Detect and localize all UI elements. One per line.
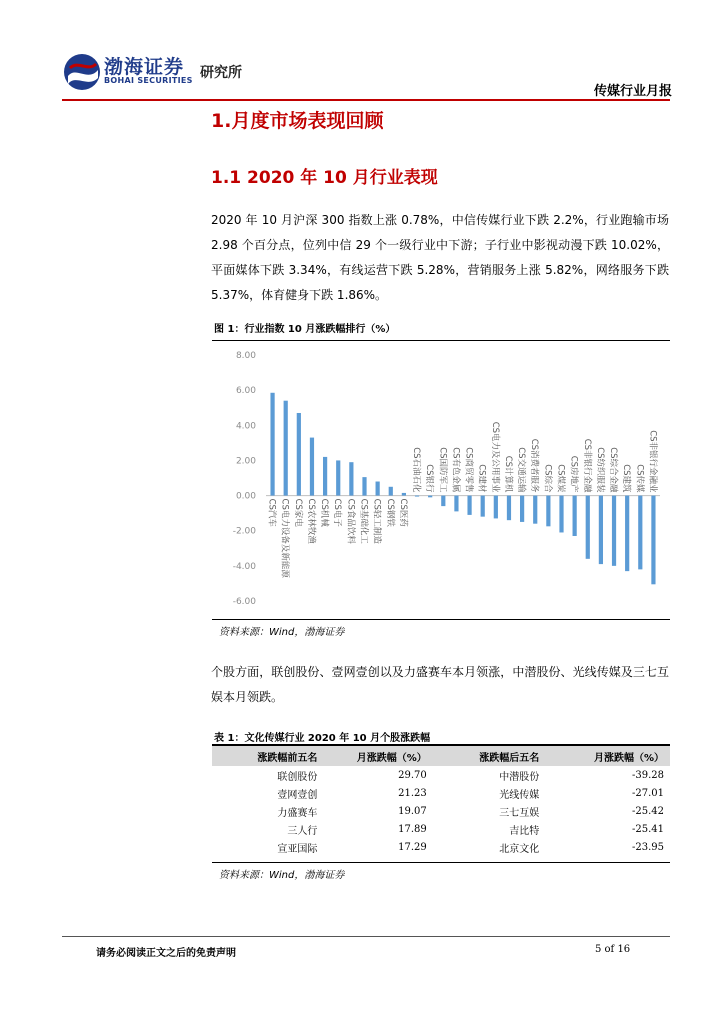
category-label: CS传媒 — [634, 464, 645, 493]
bar-CS医药 — [402, 493, 406, 496]
loser-change: -39.28 — [631, 769, 664, 781]
figure-caption: 图 1：行业指数 10 月涨跌幅排行（%） — [214, 324, 396, 335]
bar-CS商贸零售 — [467, 496, 471, 515]
bar-CS消费者服务 — [533, 496, 537, 524]
category-label: CS汽车 — [266, 498, 277, 527]
table-source: 资料来源：Wind，渤海证券 — [219, 870, 345, 881]
table-row — [212, 838, 670, 856]
bar-CS钢铁 — [389, 487, 393, 496]
bar-CS传媒 — [638, 496, 642, 570]
gainer-name: 三人行 — [287, 825, 318, 837]
category-label: CS煤炭 — [555, 464, 566, 493]
category-label: CS房地产 — [568, 455, 579, 493]
header-top-five: 涨跌幅前五名 — [212, 746, 323, 766]
category-label: CS交通运输 — [516, 447, 527, 493]
category-label: CS石油石化 — [411, 447, 422, 493]
loser-change: -27.01 — [631, 787, 664, 799]
bar-CS石油石化 — [415, 496, 419, 497]
gainer-change: 21.23 — [398, 787, 427, 799]
category-label: CS电力设备及新能源 — [279, 498, 290, 578]
category-label: CS医药 — [397, 498, 408, 527]
bar-CS有色金属 — [454, 496, 458, 512]
y-tick-label: 0.00 — [235, 491, 256, 502]
bohai-logo-icon — [62, 52, 102, 92]
bar-CS计算机 — [507, 496, 511, 521]
y-tick-label: -2.00 — [232, 526, 256, 537]
category-label: CS机械 — [319, 498, 330, 527]
category-label: CS国防军工 — [437, 447, 448, 493]
category-label: CS纺织服装 — [594, 447, 605, 493]
y-tick-label: 8.00 — [235, 351, 256, 361]
bar-CS煤炭 — [559, 496, 563, 533]
bar-CS纺织服装 — [599, 496, 603, 565]
brand-logo — [62, 50, 262, 96]
category-label: CS建筑 — [621, 464, 632, 493]
gainer-change: 17.89 — [398, 823, 427, 835]
category-label: CS家电 — [292, 498, 303, 527]
table-row — [212, 766, 670, 784]
category-label: CS综合 — [542, 464, 553, 493]
institute-label: 研究所 — [200, 65, 242, 81]
bar-CS房地产 — [573, 496, 577, 536]
y-tick-label: -4.00 — [232, 561, 256, 572]
table-header-row — [212, 746, 670, 766]
bar-CS汽车 — [270, 393, 274, 496]
loser-name: 光线传媒 — [499, 789, 540, 801]
header-divider — [62, 99, 670, 101]
figure-source: 资料来源：Wind，渤海证券 — [219, 627, 345, 638]
category-label: CS钢铁 — [384, 498, 395, 527]
header-top-change: 月涨跌幅（%） — [323, 746, 432, 766]
category-label: CS商贸零售 — [463, 447, 474, 493]
disclaimer-notice: 请务必阅读正文之后的免责声明 — [96, 948, 236, 959]
bar-CS非银行金融 — [586, 496, 590, 559]
page-number: 5 of 16 — [595, 944, 631, 955]
category-label: CS食品饮料 — [345, 498, 356, 544]
table-row — [212, 820, 670, 838]
bar-CS银行 — [428, 496, 432, 498]
bar-CS轻工制造 — [376, 482, 380, 496]
bar-CS综合金融 — [612, 496, 616, 566]
figure-top-rule — [212, 340, 670, 341]
bar-CS机械 — [323, 457, 327, 496]
bar-CS家电 — [297, 413, 301, 496]
gainer-name: 联创股份 — [277, 771, 318, 783]
loser-change: -25.41 — [631, 823, 664, 835]
figure-bottom-rule — [212, 619, 670, 620]
bar-CS基础化工 — [362, 477, 366, 495]
loser-name: 吉比特 — [509, 825, 540, 837]
y-tick-label: -6.00 — [232, 597, 256, 607]
gainer-name: 力盛赛车 — [277, 807, 318, 819]
table-row — [212, 802, 670, 820]
subsection-title: 1.1 2020 年 10 月行业表现 — [211, 168, 438, 188]
loser-change: -23.95 — [631, 841, 664, 853]
category-label: CS非银行金融 — [581, 438, 592, 493]
bar-CS交通运输 — [520, 496, 524, 522]
table-bottom-rule — [212, 862, 670, 863]
bar-CS综合 — [546, 496, 550, 527]
category-label: CS轻工制造 — [371, 498, 382, 544]
gainer-name: 壹网壹创 — [277, 789, 318, 801]
report-type: 传媒行业月报 — [593, 84, 672, 99]
category-label: CS有色金属 — [450, 447, 461, 493]
table-row — [212, 784, 670, 802]
bar-CS电子 — [336, 460, 340, 495]
y-tick-label: 2.00 — [235, 456, 256, 467]
category-label: CS非银行金融业 — [647, 430, 658, 493]
brand-name-en: BOHAI SECURITIES — [104, 76, 193, 85]
category-label: CS银行 — [424, 464, 435, 493]
bar-CS电力及公用事业 — [494, 496, 498, 519]
gainer-change: 29.70 — [398, 769, 427, 781]
bar-CS电力设备及新能源 — [284, 401, 288, 496]
gainer-name: 宣亚国际 — [277, 843, 318, 855]
bar-CS农林牧渔 — [310, 438, 314, 496]
y-tick-label: 6.00 — [235, 386, 256, 397]
section-title: 1.月度市场表现回顾 — [211, 110, 384, 132]
bar-CS非银行金融业 — [651, 496, 655, 585]
stock-performance-table — [212, 746, 670, 856]
industry-return-bar-chart — [212, 343, 670, 617]
header-bottom-change: 月涨跌幅（%） — [545, 746, 670, 766]
category-label: CS农林牧渔 — [305, 498, 316, 544]
loser-change: -25.42 — [631, 805, 664, 817]
bar-CS建筑 — [625, 496, 629, 572]
category-label: CS基础化工 — [358, 498, 369, 544]
category-label: CS综合金融 — [608, 447, 619, 493]
header-bottom-five: 涨跌幅后五名 — [433, 746, 545, 766]
loser-name: 中潜股份 — [499, 771, 540, 783]
loser-name: 北京文化 — [499, 843, 540, 855]
bar-CS建材 — [481, 496, 485, 517]
footer-divider — [62, 936, 670, 937]
y-tick-label: 4.00 — [235, 421, 256, 432]
bar-CS食品饮料 — [349, 462, 353, 495]
category-label: CS计算机 — [502, 455, 513, 493]
category-label: CS电力及公用事业 — [489, 421, 500, 493]
bar-CS国防军工 — [441, 496, 445, 507]
loser-name: 三七互娱 — [499, 807, 540, 819]
market-summary-paragraph: 2020 年 10 月沪深 300 指数上涨 0.78%，中信传媒行业下跌 2.2%，行业跑输市场 2.98 个百分点，位列中信 29 个一级行业中下游；子行业中影视动漫下跌 10.02%，平面媒体下跌 3.34%，有线运营下跌 5.28%，营销服务上涨 5.82%，网络服务下跌 5.37%，体育健身下跌 1.86%。 — [211, 213, 669, 302]
category-label: CS电子 — [332, 498, 343, 527]
stock-summary-paragraph: 个股方面，联创股份、壹网壹创以及力盛赛车本月领涨，中潜股份、光线传媒及三七互娱本月领跌。 — [211, 665, 669, 704]
gainer-change: 17.29 — [398, 841, 427, 853]
brand-name-cn: 渤海证券 — [104, 56, 185, 78]
category-label: CS建材 — [476, 464, 487, 493]
table-caption: 表 1：文化传媒行业 2020 年 10 月个股涨跌幅 — [214, 733, 431, 744]
gainer-change: 19.07 — [398, 805, 427, 817]
category-label: CS消费者服务 — [529, 438, 540, 493]
